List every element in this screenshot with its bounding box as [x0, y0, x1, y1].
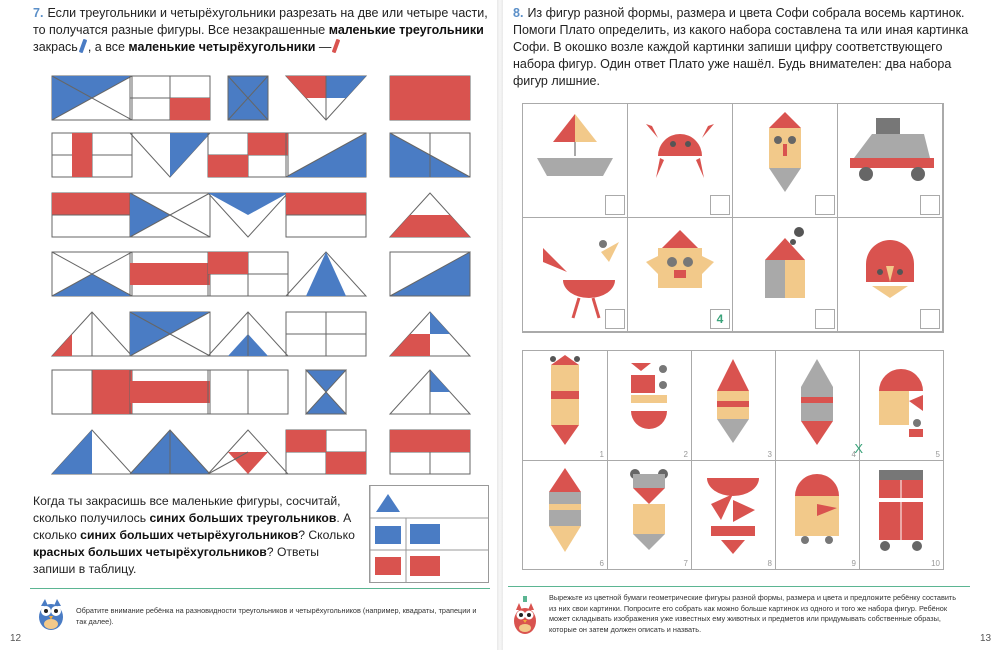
divider	[30, 588, 490, 589]
page-number: 12	[10, 633, 22, 644]
shape-7-1[interactable]	[52, 430, 132, 474]
blue-pencil-icon	[79, 39, 88, 54]
left-page	[0, 0, 498, 650]
answer-box[interactable]	[920, 309, 940, 329]
figure-set-2	[607, 351, 692, 461]
answer-box[interactable]	[605, 195, 625, 215]
shape-5-5[interactable]	[390, 312, 470, 356]
red-quad-icon-1	[375, 557, 401, 575]
task-7-intro: 7. Если треугольники и четырёхугольники разрезать на две или четыре части, то получатся разные фигуры. Все незакрашенные маленькие треугольники закрась , а все маленькие четырёхугольники —	[33, 6, 488, 54]
answer-box[interactable]	[605, 309, 625, 329]
shape-5-1[interactable]	[52, 312, 132, 356]
shape-3-5[interactable]	[390, 193, 470, 237]
set-number: 6	[599, 559, 604, 568]
figure-set-9	[775, 460, 860, 570]
figure-set-4	[775, 351, 863, 461]
shape-7-5[interactable]	[390, 430, 470, 474]
set-number: 1	[599, 450, 604, 459]
answer-box[interactable]	[815, 309, 835, 329]
pictures-grid	[522, 103, 944, 333]
shape-2-5[interactable]	[390, 133, 470, 177]
answer-box[interactable]: 4	[710, 309, 730, 329]
set-number: 10	[931, 559, 940, 568]
blue-quad-icon-2	[410, 524, 440, 544]
shape-2-4[interactable]	[286, 133, 366, 177]
shape-1-5[interactable]	[390, 76, 470, 120]
shape-4-4[interactable]	[286, 252, 366, 296]
shape-3-4[interactable]	[286, 193, 366, 237]
shape-5-3[interactable]	[208, 312, 288, 356]
owl-red-icon	[512, 596, 538, 636]
shape-1-3[interactable]	[208, 76, 288, 120]
picture-5	[523, 218, 628, 332]
figure-set-3	[691, 351, 776, 461]
shape-3-3[interactable]	[208, 193, 288, 237]
red-quad-icon-2	[410, 556, 440, 576]
shape-1-4[interactable]	[286, 76, 366, 120]
shape-3-1[interactable]	[52, 193, 132, 237]
task-8-intro: 8. Из фигур разной формы, размера и цвета Софи собрала восемь картинок. Помоги Плато определить, из какого набора составлена та или иная картинка Софи. В окошко возле каждой картинки запиши цифру соответствующего набора фигур. Один ответ Плато уже нашёл. Будь внимателен: два набора фигур лишние.	[513, 6, 969, 88]
figure-set-8	[691, 460, 776, 570]
shape-2-1[interactable]	[52, 133, 132, 177]
parent-note-right: Вырежьте из цветной бумаги геометрические фигуры разной формы, размера и цвета и предложите ребёнку составить из них свои картинки. Попросите его собрать как можно больше картинок из одного и того же набора фигур. Ребёнок может складывать изображения уже известных ему животных и предметов или придумывать собственные образы, которые он затем должен описать и назвать.	[549, 593, 957, 634]
set-number: 9	[851, 559, 856, 568]
figure-set-1	[523, 351, 608, 461]
figure-set-5	[859, 351, 944, 461]
answer-table-icons	[370, 486, 488, 582]
figure-set-6	[523, 460, 608, 570]
answer-table	[369, 485, 489, 583]
figure-set-7	[607, 460, 692, 570]
set-number: 7	[683, 559, 688, 568]
shape-7-4[interactable]	[286, 430, 366, 474]
picture-3	[733, 104, 838, 218]
task-number: 7.	[33, 6, 44, 20]
figure-set-10	[859, 460, 944, 570]
blue-triangle-icon	[376, 494, 400, 512]
red-pencil-icon	[332, 39, 341, 54]
shape-3-2[interactable]	[130, 193, 210, 237]
book-spine	[497, 0, 503, 650]
blue-quad-icon-1	[375, 526, 401, 544]
shape-6-2[interactable]	[130, 370, 210, 414]
set-number: 5	[935, 450, 940, 459]
picture-8	[838, 218, 943, 332]
shape-4-2[interactable]	[130, 252, 210, 296]
divider-right	[508, 586, 970, 587]
picture-7	[733, 218, 838, 332]
shape-6-1[interactable]	[52, 370, 132, 414]
shape-4-3[interactable]	[208, 252, 288, 296]
shape-7-2[interactable]	[130, 430, 210, 474]
shape-2-2[interactable]	[130, 133, 210, 177]
shape-2-3[interactable]	[208, 133, 288, 177]
shape-5-4[interactable]	[286, 312, 366, 356]
shape-6-5[interactable]	[390, 370, 470, 414]
set-number: 4	[851, 450, 856, 459]
question-text: Когда ты закрасишь все маленькие фигуры, сосчитай, сколько получилось синих больших треугольников. А сколько синих больших четырёхугольников? Сколько красных больших четырёхугольников? Ответы запиши в таблицу.	[33, 494, 355, 576]
picture-6	[628, 218, 733, 332]
shape-1-1[interactable]	[52, 76, 132, 120]
picture-1	[523, 104, 628, 218]
sets-grid	[522, 350, 944, 570]
task-number-8: 8.	[513, 6, 524, 20]
shape-4-5[interactable]	[390, 252, 470, 296]
shape-1-2[interactable]	[130, 76, 210, 120]
shape-5-2[interactable]	[130, 312, 210, 356]
answer-box[interactable]	[920, 195, 940, 215]
parent-note: Обратите внимание ребёнка на разновидности треугольников и четырёхугольников (например, квадраты, трапеции и так далее).	[76, 606, 477, 626]
set-number: 3	[767, 450, 772, 459]
page-number-right: 13	[980, 633, 992, 644]
cross-mark: X	[854, 441, 863, 456]
picture-2	[628, 104, 733, 218]
picture-4	[838, 104, 943, 218]
owl-blue-icon	[36, 597, 66, 631]
set-number: 2	[683, 450, 688, 459]
shape-7-3[interactable]	[208, 430, 288, 474]
answer-box[interactable]	[710, 195, 730, 215]
answer-box[interactable]	[815, 195, 835, 215]
set-number: 8	[767, 559, 772, 568]
shape-6-3[interactable]	[208, 370, 288, 414]
shape-6-4[interactable]	[286, 370, 366, 414]
shape-4-1[interactable]	[52, 252, 132, 296]
